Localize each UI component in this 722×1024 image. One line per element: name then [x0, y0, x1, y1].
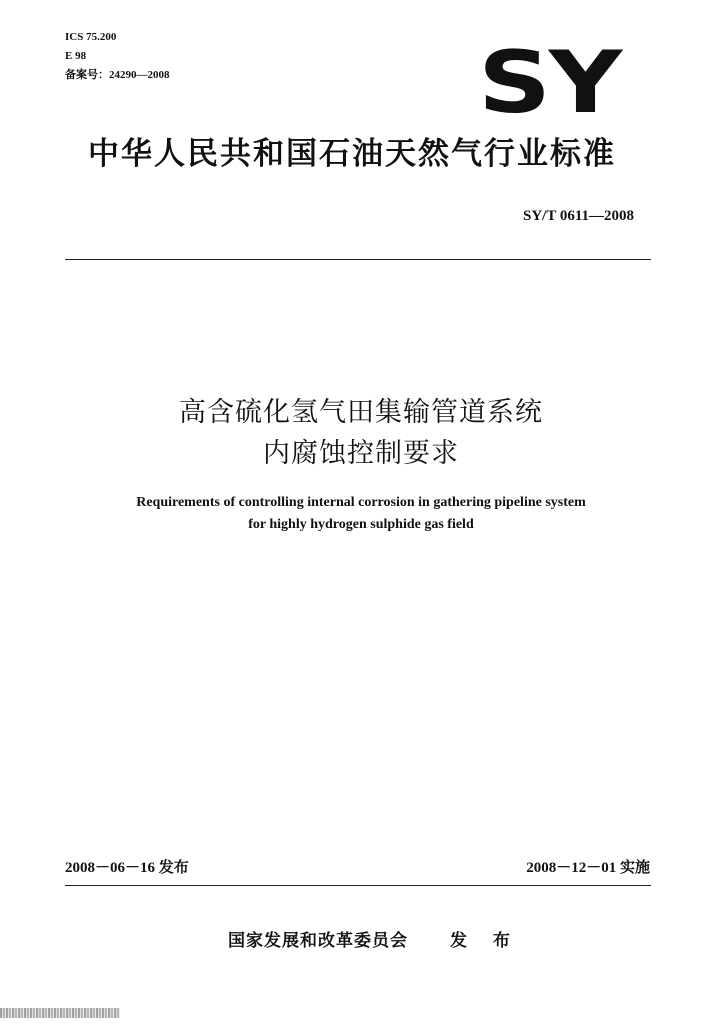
document-title-en-line1: Requirements of controlling internal corrosion in gathering pipeline system — [136, 495, 586, 510]
effective-date: 2008－12－01 实施 — [526, 860, 650, 876]
bottom-divider — [65, 885, 651, 886]
organization-title: 中华人民共和国石油天然气行业标准 — [88, 136, 616, 172]
document-title-cn-line2: 内腐蚀控制要求 — [263, 438, 459, 469]
document-title-en-line2: for highly hydrogen sulphide gas field — [248, 517, 474, 532]
scan-artifact — [0, 1008, 120, 1018]
standard-number: SY/T 0611—2008 — [523, 208, 634, 224]
issuing-authority: 国家发展和改革委员会 — [228, 931, 408, 951]
issue-label: 发 布 — [450, 931, 520, 951]
release-date: 2008－06－16 发布 — [65, 860, 189, 876]
classification-code: E 98 — [65, 50, 87, 62]
ics-code: ICS 75.200 — [65, 31, 117, 43]
document-title-cn-line1: 高含硫化氢气田集输管道系统 — [179, 397, 543, 428]
top-divider — [65, 259, 651, 260]
sy-logo: SY — [478, 33, 620, 133]
filing-number: 备案号：24290—2008 — [65, 69, 170, 81]
